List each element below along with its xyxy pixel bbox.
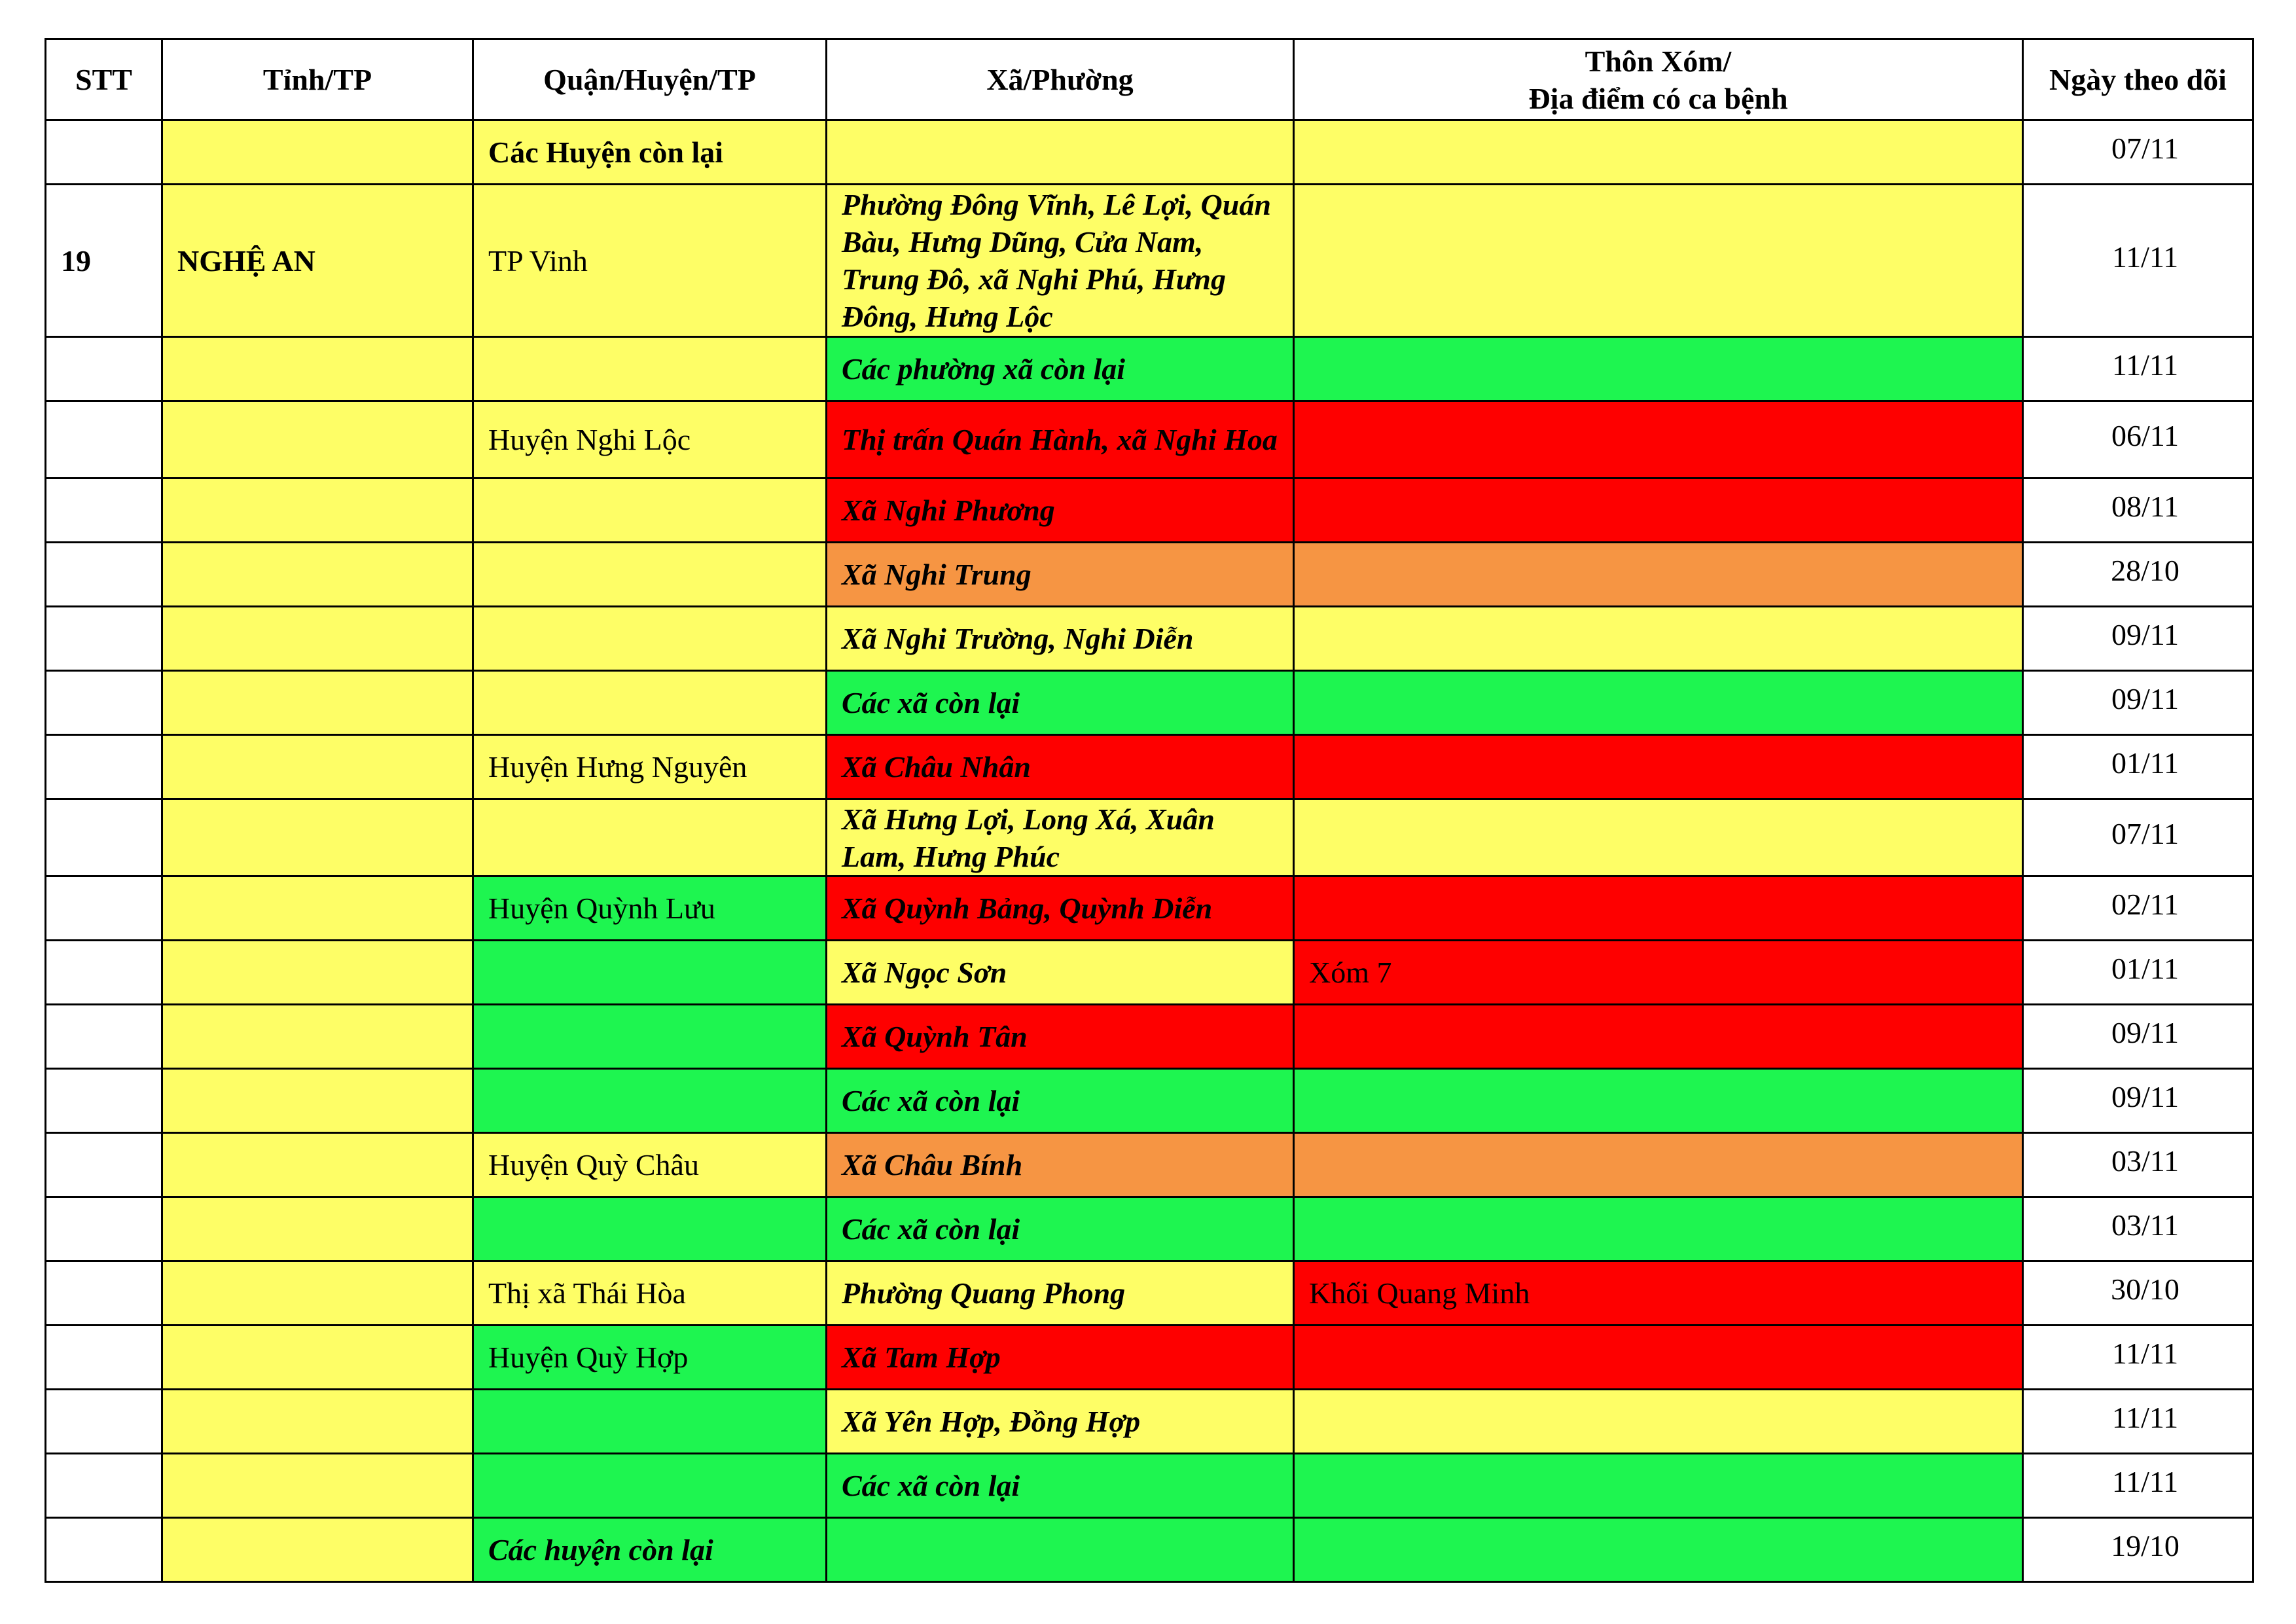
cell-ward	[827, 1518, 1294, 1582]
cell-province	[162, 478, 473, 543]
cell-hamlet	[1294, 1133, 2023, 1197]
cell-ward: Xã Ngọc Sơn	[827, 941, 1294, 1005]
cell-date	[2023, 1454, 2253, 1518]
cell-district: Huyện Hưng Nguyên	[473, 735, 827, 799]
cell-province	[162, 1261, 473, 1326]
cell-province: NGHỆ AN	[162, 185, 473, 337]
date-value: 09/11	[2111, 1080, 2179, 1113]
cell-district	[473, 1069, 827, 1133]
cell-date	[2023, 337, 2253, 401]
cell-hamlet	[1294, 120, 2023, 185]
date-value: 11/11	[2111, 1337, 2179, 1370]
cell-hamlet	[1294, 1390, 2023, 1454]
cell-province	[162, 671, 473, 735]
cell-province	[162, 120, 473, 185]
cell-stt	[46, 401, 162, 478]
cell-stt	[46, 1069, 162, 1133]
cell-hamlet	[1294, 1197, 2023, 1261]
table-row	[46, 1005, 2253, 1069]
table-row	[46, 1197, 2253, 1261]
date-value: 02/11	[2111, 888, 2179, 921]
header-district: Quận/Huyện/TP	[473, 39, 827, 120]
cell-district: Huyện Nghi Lộc	[473, 401, 827, 478]
cell-district	[473, 799, 827, 876]
date-value: 03/11	[2111, 1208, 2179, 1242]
cell-stt	[46, 941, 162, 1005]
cell-ward: Các phường xã còn lại	[827, 337, 1294, 401]
cell-stt	[46, 735, 162, 799]
cell-date	[2023, 1390, 2253, 1454]
cell-province	[162, 1133, 473, 1197]
cell-district: Các huyện còn lại	[473, 1518, 827, 1582]
cell-ward: Xã Nghi Trường, Nghi Diễn	[827, 607, 1294, 671]
cell-district	[473, 337, 827, 401]
cell-province	[162, 607, 473, 671]
cell-stt	[46, 1390, 162, 1454]
cell-stt	[46, 543, 162, 607]
header-stt: STT	[46, 39, 162, 120]
table-row	[46, 941, 2253, 1005]
cell-ward: Xã Hưng Lợi, Long Xá, Xuân Lam, Hưng Phúc	[827, 799, 1294, 876]
cell-province	[162, 1518, 473, 1582]
date-value: 28/10	[2111, 554, 2179, 587]
cell-district	[473, 543, 827, 607]
cell-hamlet	[1294, 735, 2023, 799]
cell-ward: Các xã còn lại	[827, 1069, 1294, 1133]
date-value: 01/11	[2111, 952, 2179, 985]
date-value: 11/11	[2111, 1401, 2179, 1434]
cell-stt	[46, 1518, 162, 1582]
date-value: 09/11	[2111, 618, 2179, 651]
cell-ward: Các xã còn lại	[827, 671, 1294, 735]
cell-district	[473, 1197, 827, 1261]
cell-district	[473, 607, 827, 671]
header-row	[46, 39, 2253, 120]
cell-stt	[46, 1326, 162, 1390]
cell-date	[2023, 941, 2253, 1005]
cell-province	[162, 543, 473, 607]
header-hamlet	[1294, 39, 2023, 120]
cell-date	[2023, 876, 2253, 941]
date-value: 11/11	[2111, 348, 2179, 382]
date-value: 09/11	[2111, 1016, 2179, 1049]
cell-hamlet: Xóm 7	[1294, 941, 2023, 1005]
cell-date	[2023, 120, 2253, 185]
table-row	[46, 1069, 2253, 1133]
cell-date	[2023, 1197, 2253, 1261]
cell-hamlet	[1294, 876, 2023, 941]
cell-district: Thị xã Thái Hòa	[473, 1261, 827, 1326]
date-value: 08/11	[2111, 490, 2179, 523]
table-row	[46, 337, 2253, 401]
table-row	[46, 543, 2253, 607]
table-row	[46, 607, 2253, 671]
cell-province	[162, 1454, 473, 1518]
cell-hamlet	[1294, 671, 2023, 735]
date-value: 30/10	[2111, 1272, 2179, 1306]
table-row	[46, 1133, 2253, 1197]
cell-stt	[46, 337, 162, 401]
cell-ward: Xã Quỳnh Tân	[827, 1005, 1294, 1069]
cell-province	[162, 735, 473, 799]
cell-stt	[46, 120, 162, 185]
cell-stt	[46, 799, 162, 876]
table-row	[46, 876, 2253, 941]
cell-date	[2023, 478, 2253, 543]
cell-date	[2023, 1261, 2253, 1326]
cell-district	[473, 941, 827, 1005]
table-row	[46, 1261, 2253, 1326]
cell-date	[2023, 799, 2253, 876]
cell-district	[473, 1005, 827, 1069]
table-row	[46, 799, 2253, 876]
cell-hamlet	[1294, 478, 2023, 543]
cell-date	[2023, 1518, 2253, 1582]
cell-district	[473, 671, 827, 735]
cell-date	[2023, 671, 2253, 735]
cell-stt	[46, 1261, 162, 1326]
cell-province	[162, 1069, 473, 1133]
cell-date	[2023, 1005, 2253, 1069]
cell-province	[162, 941, 473, 1005]
cell-province	[162, 1390, 473, 1454]
table-row	[46, 1326, 2253, 1390]
cell-hamlet	[1294, 1518, 2023, 1582]
table-row	[46, 671, 2253, 735]
cell-hamlet	[1294, 607, 2023, 671]
cell-province	[162, 876, 473, 941]
cell-hamlet	[1294, 337, 2023, 401]
date-value: 06/11	[2111, 419, 2179, 452]
table-row	[46, 735, 2253, 799]
cell-hamlet: Khối Quang Minh	[1294, 1261, 2023, 1326]
cell-district	[473, 478, 827, 543]
cell-province	[162, 1326, 473, 1390]
cell-district: TP Vinh	[473, 185, 827, 337]
cell-hamlet	[1294, 543, 2023, 607]
cell-hamlet	[1294, 401, 2023, 478]
cell-date	[2023, 401, 2253, 478]
cell-ward: Xã Quỳnh Bảng, Quỳnh Diễn	[827, 876, 1294, 941]
table-row	[46, 1454, 2253, 1518]
cell-ward: Xã Nghi Trung	[827, 543, 1294, 607]
cell-ward: Phường Quang Phong	[827, 1261, 1294, 1326]
date-value: 07/11	[2111, 817, 2179, 850]
header-province: Tỉnh/TP	[162, 39, 473, 120]
cell-date	[2023, 735, 2253, 799]
header-ward: Xã/Phường	[827, 39, 1294, 120]
cell-hamlet	[1294, 1454, 2023, 1518]
cell-district: Các Huyện còn lại	[473, 120, 827, 185]
cell-hamlet	[1294, 185, 2023, 337]
cell-province	[162, 1005, 473, 1069]
cell-province	[162, 337, 473, 401]
date-value: 09/11	[2111, 682, 2179, 715]
cell-date	[2023, 1326, 2253, 1390]
cell-ward: Xã Yên Hợp, Đồng Hợp	[827, 1390, 1294, 1454]
header-hamlet-line2: Địa điểm có ca bệnh	[1528, 81, 1788, 115]
cell-date	[2023, 1069, 2253, 1133]
cell-hamlet	[1294, 1005, 2023, 1069]
cell-hamlet	[1294, 799, 2023, 876]
cell-ward: Xã Tam Hợp	[827, 1326, 1294, 1390]
cell-stt	[46, 607, 162, 671]
cell-district	[473, 1390, 827, 1454]
cell-ward: Xã Nghi Phương	[827, 478, 1294, 543]
cell-hamlet	[1294, 1326, 2023, 1390]
table-row	[46, 1390, 2253, 1454]
table-row	[46, 478, 2253, 543]
header-hamlet-line1: Thôn Xóm/	[1585, 44, 1732, 78]
cell-stt	[46, 876, 162, 941]
cell-ward: Các xã còn lại	[827, 1197, 1294, 1261]
cell-ward: Xã Châu Bính	[827, 1133, 1294, 1197]
cell-district	[473, 1454, 827, 1518]
cell-stt	[46, 1197, 162, 1261]
cell-province	[162, 1197, 473, 1261]
cell-stt	[46, 478, 162, 543]
header-date: Ngày theo dõi	[2023, 39, 2253, 120]
cell-province	[162, 799, 473, 876]
cell-date	[2023, 607, 2253, 671]
date-value: 11/11	[2111, 240, 2179, 274]
table-row	[46, 1518, 2253, 1582]
table-row	[46, 120, 2253, 185]
monitoring-table	[45, 38, 2254, 1583]
cell-date	[2023, 185, 2253, 337]
cell-ward	[827, 120, 1294, 185]
cell-ward: Các xã còn lại	[827, 1454, 1294, 1518]
cell-date	[2023, 1133, 2253, 1197]
cell-ward: Phường Đông Vĩnh, Lê Lợi, Quán Bàu, Hưng Dũng, Cửa Nam, Trung Đô, xã Nghi Phú, Hưng Đông, Hưng Lộc	[827, 185, 1294, 337]
cell-stt: 19	[46, 185, 162, 337]
date-value: 01/11	[2111, 746, 2179, 780]
cell-district: Huyện Quỳnh Lưu	[473, 876, 827, 941]
cell-hamlet	[1294, 1069, 2023, 1133]
cell-district: Huyện Quỳ Châu	[473, 1133, 827, 1197]
cell-stt	[46, 1133, 162, 1197]
table-row	[46, 401, 2253, 478]
date-value: 07/11	[2111, 132, 2179, 165]
cell-stt	[46, 671, 162, 735]
date-value: 19/10	[2111, 1529, 2179, 1562]
cell-ward: Thị trấn Quán Hành, xã Nghi Hoa	[827, 401, 1294, 478]
cell-date	[2023, 543, 2253, 607]
date-value: 11/11	[2111, 1465, 2179, 1498]
cell-district: Huyện Quỳ Hợp	[473, 1326, 827, 1390]
date-value: 03/11	[2111, 1144, 2179, 1178]
table-row	[46, 185, 2253, 337]
cell-ward: Xã Châu Nhân	[827, 735, 1294, 799]
cell-stt	[46, 1454, 162, 1518]
cell-stt	[46, 1005, 162, 1069]
cell-province	[162, 401, 473, 478]
